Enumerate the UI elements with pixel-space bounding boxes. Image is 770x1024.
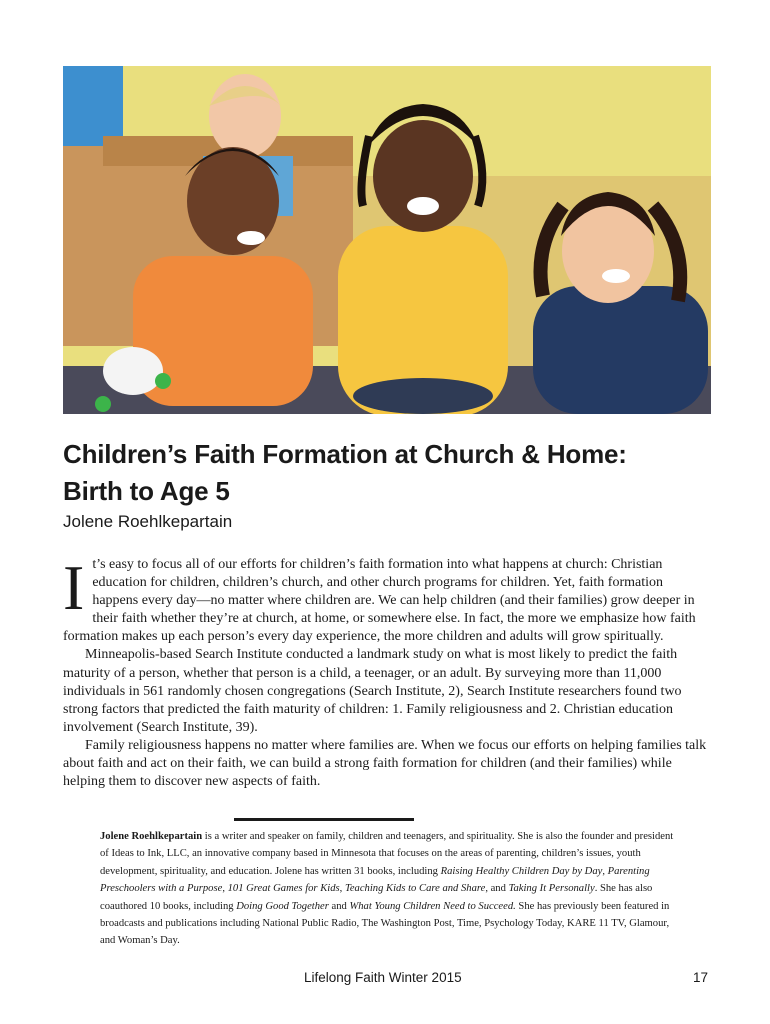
paragraph-1-text: t’s easy to focus all of our efforts for children’s faith formation into what happens at church: Christian education for children, children’s church, and other church programs for children. Yet, faith formation happens every day—no matter where children are. We can help children (and their families) grow deeper in their faith whether they’re at church, at home, or somewhere else. In fact, the more we emphasize how faith formation makes up each person’s every day experience, the more children and adults will grow spiritually. [63, 557, 696, 645]
article-title [63, 436, 723, 510]
bio-book-5: Taking It Personally [508, 883, 595, 895]
bio-text-2: , [602, 865, 608, 877]
photo-children-smiling-icon [63, 66, 711, 414]
bio-book-7: What Young Children Need to Succeed. [349, 900, 516, 912]
publication-name: Lifelong Faith Winter 2015 [304, 970, 462, 985]
divider-rule [234, 818, 414, 821]
bio-text-5: , and [485, 883, 509, 895]
drop-cap: I [63, 552, 85, 623]
page-number: 17 [693, 970, 709, 985]
bio-text-7: and [328, 900, 350, 912]
bio-text-1: is a writer and speaker on family, children and teenagers, and spirituality. She is also the founder and president of Ideas to Ink, LLC, an innovative company based in Minnesota that focuses on the areas of parenting, children’s issues, youth development, spirituality, and education. Jolene has written 31 books, including [100, 831, 674, 877]
bio-book-2: Parenting Preschoolers with a Purpose [100, 865, 650, 895]
paragraph-3: Family religiousness happens no matter where families are. When we focus our efforts on helping families talk about faith and act on their faith, we can build a strong faith formation for children (and their families) while helping them to discover new aspects of faith. [63, 737, 707, 790]
bio-book-3: 101 Great Games for Kids [227, 883, 340, 895]
article-photo [63, 66, 711, 414]
bio-author-name: Jolene Roehlkepartain [100, 831, 203, 842]
paragraph-2: Minneapolis-based Search Institute conducted a landmark study on what is most likely to predict the faith maturity of a person, whether that person is a child, a teenager, or an adult. By surveying more than 11,000 individuals in 561 randomly chosen congregations (Search Institute, 2), Search Institute researchers found two strong factors that predicted the faith maturity of children: 1. Family religiousness and 2. Christian education involvement (Search Institute, 39). [63, 647, 682, 735]
bio-text-3: , [222, 883, 228, 895]
paragraph-1 [63, 552, 711, 646]
bio-book-1: Raising Healthy Children Day by Day [440, 865, 603, 877]
article-author: Jolene Roehlkepartain [63, 512, 233, 531]
title-line-1: Children’s Faith Formation at Church & Home: [63, 439, 627, 469]
bio-text-8: She has previously been featured in broadcasts and publications including National Public Radio, The Washington Post, Time, Psychology Today, KARE 11 TV, Glamour, and Woman’s Day. [100, 900, 670, 947]
author-bio [100, 828, 675, 950]
bio-text-6: . She has also coauthored 10 books, including [100, 883, 653, 912]
bio-book-4: Teaching Kids to Care and Share [344, 883, 486, 895]
bio-text-4: , [339, 883, 345, 895]
title-line-2: Birth to Age 5 [63, 476, 230, 506]
bio-book-6: Doing Good Together [236, 900, 329, 912]
article-body [63, 552, 711, 791]
